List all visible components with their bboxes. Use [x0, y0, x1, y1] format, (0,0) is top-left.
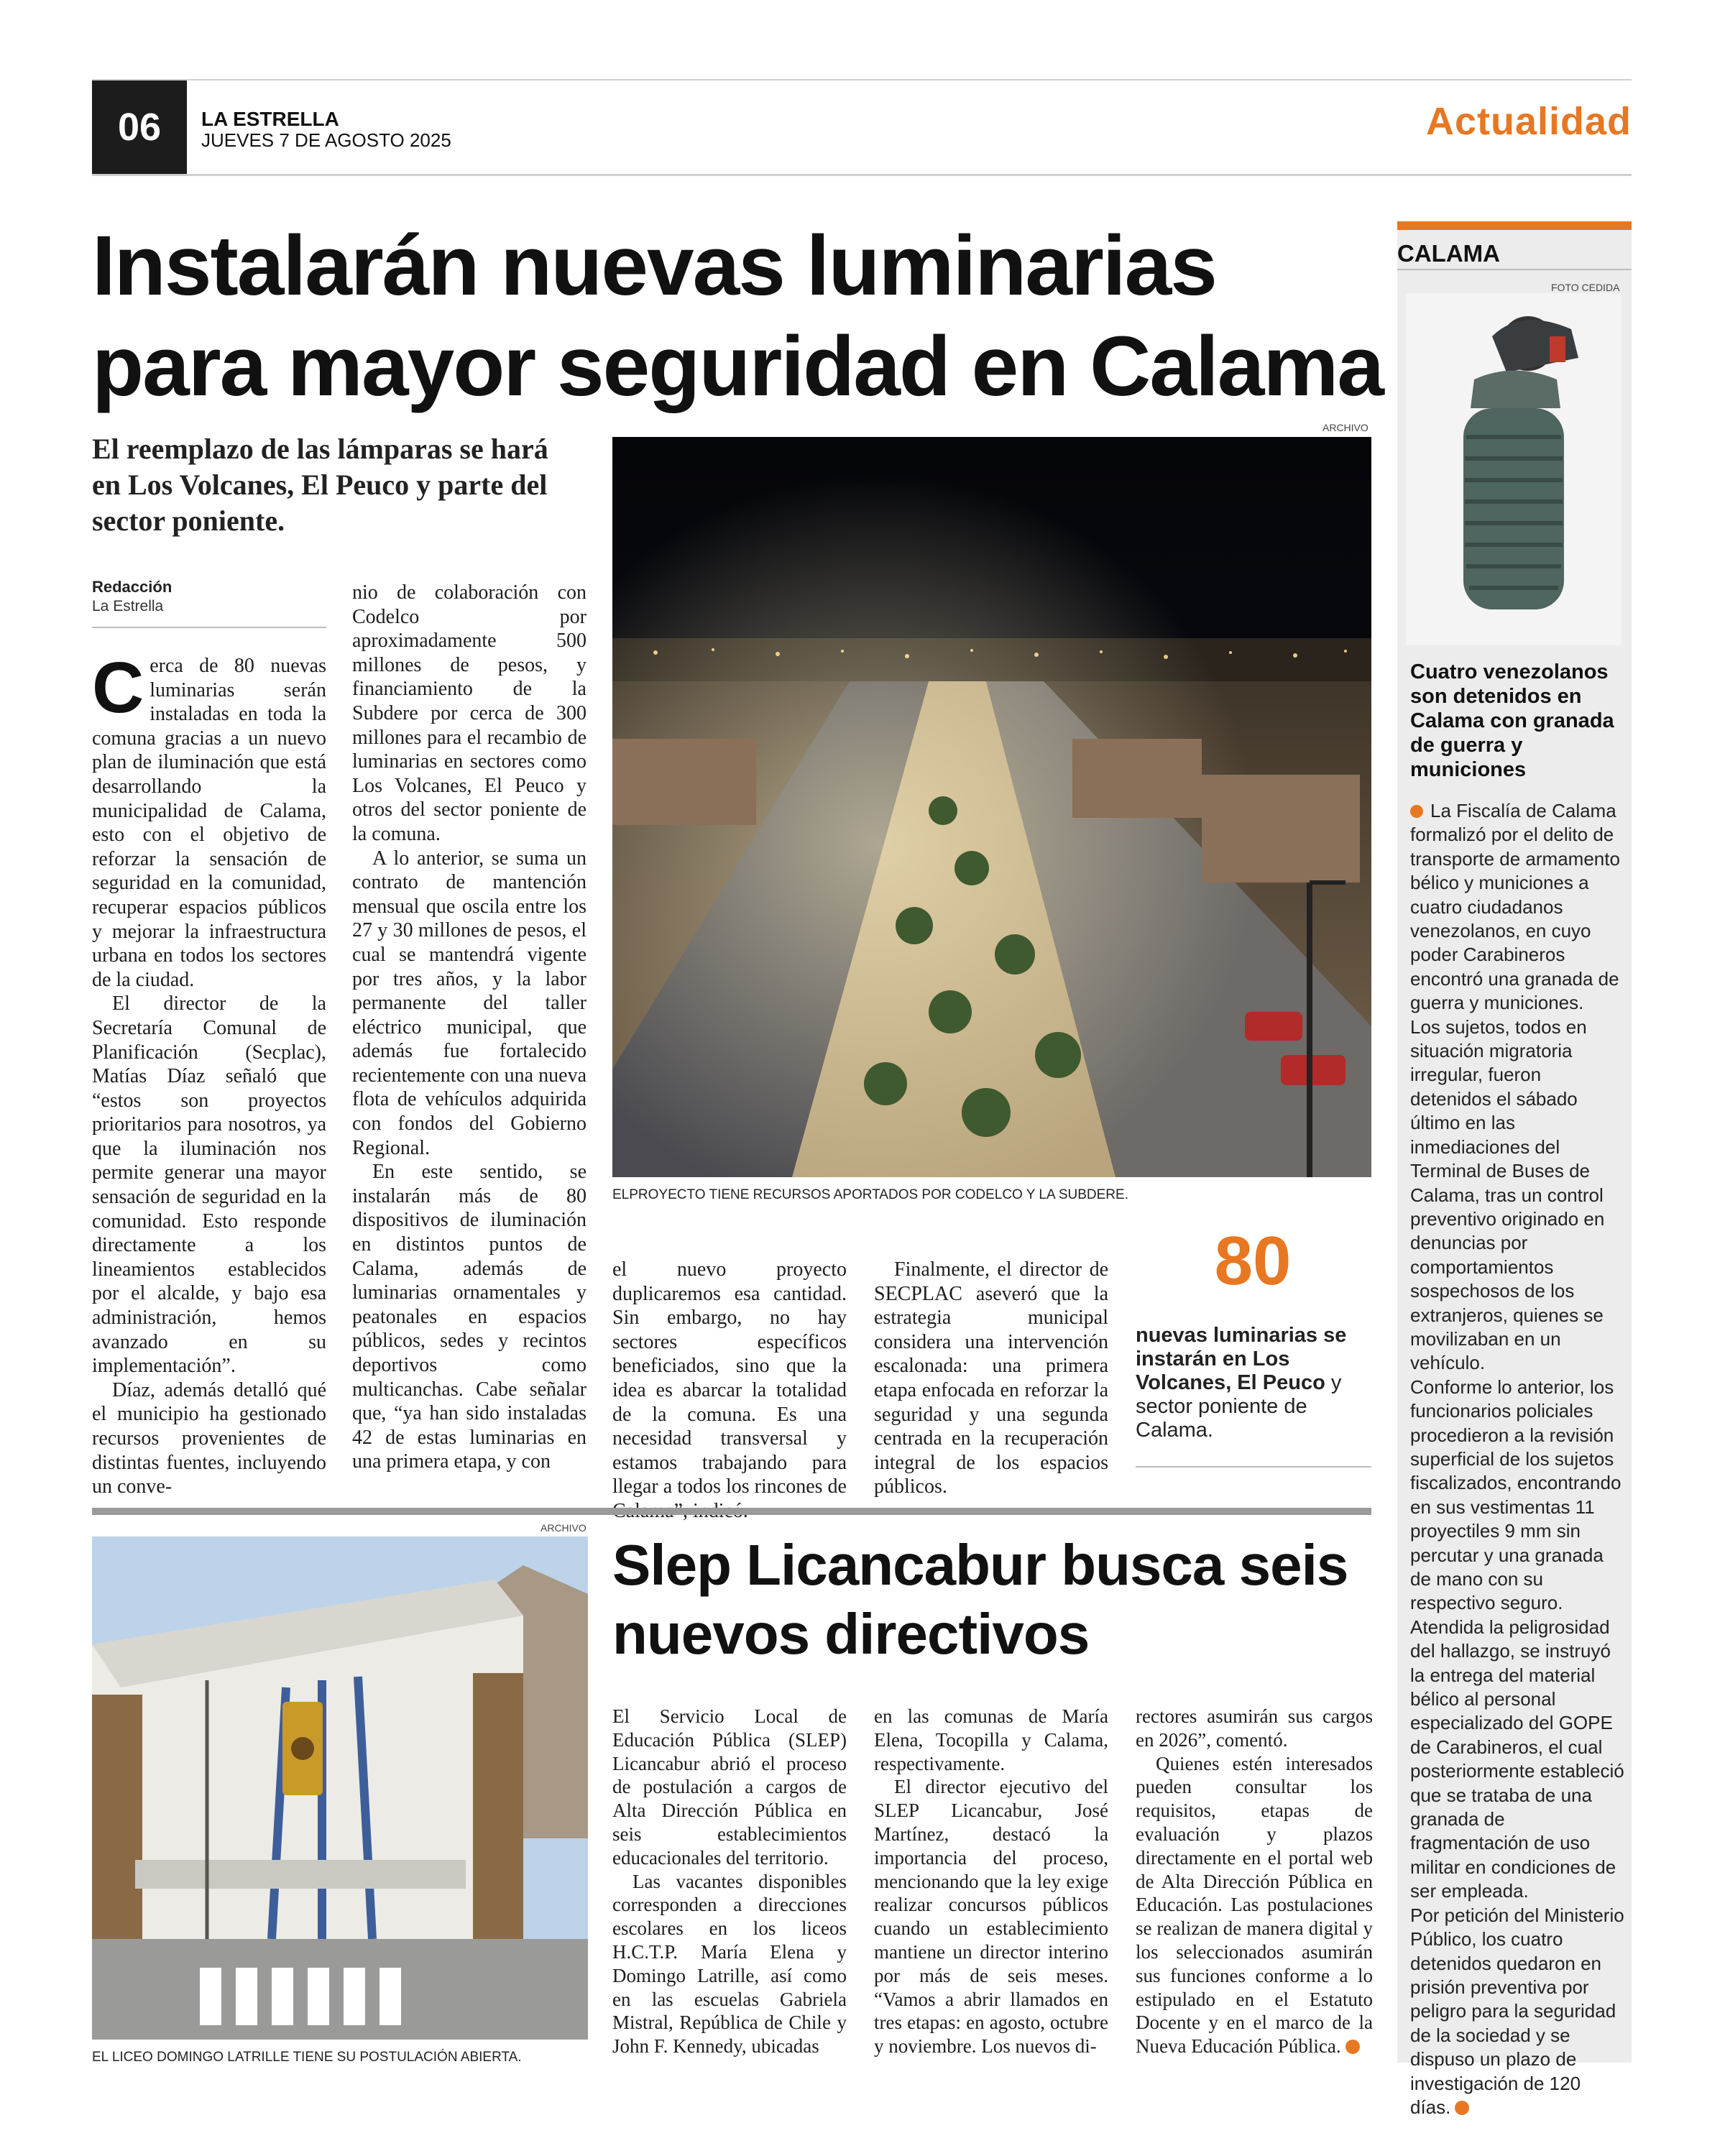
- bullet-dot-icon: [1410, 805, 1423, 818]
- header-top-rule: [92, 79, 1632, 80]
- article-paragraph: Las vacantes disponibles corresponden a direcciones escolares en los liceos H.C.T.P. María Elena y Domingo Latrille, así como en las escuelas Gabriela Mistral, República de Chile y John F. Kennedy, ubicadas: [612, 1870, 847, 2058]
- callout-rule: [1136, 1466, 1371, 1468]
- article-paragraph: En este sentido, se instalarán más de 80 dispositivos de iluminación en distintos puntos de Calama, además de luminarias ornamentales y peatonales en espacios públicos, sedes y recintos deportivos como multicanchas. Cabe señalar que, “ya han sido instaladas 42 de estas luminarias en una primera etapa, y con: [352, 1161, 586, 1473]
- sidebar-label: CALAMA: [1397, 240, 1500, 267]
- grenade-photo: [1406, 293, 1622, 645]
- sidebar-rule: [1397, 269, 1632, 270]
- article-paragraph: el nuevo proyecto duplicaremos esa cantidad. Sin embargo, no hay sectores específicos beneficiados, sino que la idea es abarcar la totalidad de la comuna. Es una necesidad transversal y estamos trabajando para llegar a todos los rincones de: [612, 1258, 847, 1498]
- photo-credit: ARCHIVO: [540, 1522, 586, 1534]
- sidebar-paragraph: [1410, 799, 1626, 1015]
- story-divider: [92, 1508, 1371, 1515]
- article-column-2: [352, 581, 586, 1474]
- article-paragraph: El Servicio Local de Educación Pública (SLEP) Licancabur abrió el proceso de postulación a cargos de Alta Dirección Pública en seis establecimientos educacionales del territorio.: [612, 1705, 847, 1869]
- drop-cap: C: [92, 648, 144, 728]
- callout-text-bold: nuevas luminarias se instarán en Los Volcanes, El Peuco: [1136, 1324, 1347, 1394]
- article-paragraph: El director de la Secretaría Comunal de Planificación (Secplac), Matías Díaz señaló que “estos son proyectos prioritarios para nosotros, ya que la iluminación nos permite generar una mayor sensación de seguridad en la comunidad. Esto responde directamente a los lineamientos establecidos por el alcalde, y bajo esa administración, hemos avanzado en su implementación”.: [92, 992, 326, 1378]
- article-paragraph: Díaz, además detalló qué el municipio ha gestionado recursos provenientes de distintas fuentes, incluyendo un conve-: [92, 1378, 326, 1498]
- sidebar-paragraph: Los sujetos, todos en situación migratoria irregular, fueron detenidos el sábado último en las inmediaciones del Terminal de Buses de Calama, tras un control preventivo originado en denuncias por comportamientos sospechosos de los extranjeros, quienes se movilizaban en un vehículo.: [1410, 1015, 1605, 1374]
- sidebar-body: [1410, 799, 1626, 2119]
- article-paragraph: rectores asumirán sus cargos en 2026”, comentó.: [1136, 1705, 1373, 1751]
- secondary-headline: Slep Licancabur busca seis nuevos directivos: [612, 1533, 1348, 1666]
- article-column-3: [612, 1258, 847, 1524]
- callout-text-regular: y sector poniente de Calama.: [1136, 1371, 1342, 1442]
- article-paragraph: [1136, 1752, 1373, 2058]
- article-column-1: [612, 1705, 847, 2058]
- sidebar-headline: Cuatro venezolanos son detenidos en Calama con granada de guerra y municiones: [1410, 660, 1614, 781]
- sidebar-paragraph: Atendida la peligrosidad del hallazgo, se instruyó la entrega del material bélico al personal especializado del GOPE de Carabineros, el cual posteriormente estableció que se trataba de una granada de fragmentación de uso militar en condiciones de ser empleada.: [1410, 1616, 1624, 1902]
- article-paragraph: El director ejecutivo del SLEP Licancabur, José Martínez, destacó la importancia del proceso, mencionando que la ley exige realizar concursos públicos cuando un establecimiento mantiene un director interino por más de seis meses. “Vamos a abrir llamados en tres etapas: en agosto, octubre y noviembre. Los nuevos di-: [874, 1776, 1108, 2058]
- paragraph-text: Quienes estén interesados pueden consultar los requisitos, etapas de evaluación y plazos directamente en el portal web de Alta Dirección Pública en Educación. Las postulaciones se realizan de manera digital y los seleccionados asumirán sus funciones conforme a lo estipulado en el Estatuto Docente y en el marco de la Nueva Educación Pública.: [1136, 1752, 1373, 2058]
- sidebar-paragraph: [1410, 1904, 1626, 2120]
- photo-caption: ELPROYECTO TIENE RECURSOS APORTADOS POR CODELCO Y LA SUBDERE.: [612, 1187, 1128, 1202]
- school-building-photo: [92, 1537, 588, 2040]
- end-of-article-icon: [1455, 2101, 1469, 2115]
- article-column-4: [874, 1258, 1108, 1499]
- photo-caption: EL LICEO DOMINGO LATRILLE TIENE SU POSTULACIÓN ABIERTA.: [92, 2050, 522, 2065]
- article-paragraph: Finalmente, el director de SECPLAC aseveró que la estrategia municipal considera una intervención escalonada: una primera etapa enfocada en reforzar la seguridad y una segunda centrada en la recuperación integral de los espacios públicos.: [874, 1258, 1108, 1498]
- article-column-2: [874, 1705, 1108, 2058]
- photo-credit: ARCHIVO: [1322, 422, 1368, 433]
- paragraph-text: Por petición del Ministerio Público, los cuatro detenidos quedaron en prisión preventiva por peligro para la seguridad de la sociedad y se dispuso un plazo de investigación de 120 días.: [1410, 1904, 1624, 2118]
- paragraph-text: erca de 80 nuevas luminarias serán instaladas en toda la comuna gracias a un nuevo plan de iluminación que está desarrollando la municipalidad de Calama, esto con el objetivo de reforzar la sensación de seguridad en la comunidad, recuperar espacios públicos y mejorar la infraestructura urbana en todos los sectores de la ciudad.: [92, 655, 326, 991]
- callout-text: [1136, 1324, 1373, 1442]
- article-paragraph: A lo anterior, se suma un contrato de mantención mensual que oscila entre los 27 y 30 millones de pesos, el cual se mantendrá vigente por tres años, y la labor permanente del taller eléctrico municipal, que además fue fortalecido recientemente con una nueva flota de vehículos adquirida con fondos del Gobierno Regional.: [352, 847, 586, 1159]
- article-paragraph: nio de colaboración con Codelco por aproximadamente 500 millones de pesos, y financiamiento de la Subdere por cerca de 300 millones para el recambio de luminarias en sectores como Los Volcanes, El Peuco y otros del sector poniente de la comuna.: [352, 581, 586, 845]
- callout-number: 80: [1214, 1222, 1292, 1299]
- page-number: 06: [92, 80, 187, 174]
- night-street-photo: [612, 437, 1371, 1177]
- paragraph-text: La Fiscalía de Calama formalizó por el delito de transporte de armamento bélico y municiones a cuatro ciudadanos venezolanos, en cuyo poder Carabineros encontró una granada de guerra y municiones.: [1410, 800, 1620, 1014]
- main-subhead: El reemplazo de las lámparas se hará en Los Volcanes, El Peuco y parte del sector poniente.: [92, 433, 548, 537]
- article-paragraph: [92, 648, 326, 992]
- sidebar-accent-bar: [1397, 221, 1632, 230]
- issue-date: JUEVES 7 DE AGOSTO 2025: [201, 129, 451, 151]
- byline-author: Redacción: [92, 578, 172, 596]
- photo-credit: FOTO CEDIDA: [1551, 282, 1620, 293]
- sidebar-paragraph: Conforme lo anterior, los funcionarios policiales procedieron a la revisión superficial de los sujetos fiscalizados, encontrando en sus vestimentas 11 proyectiles 9 mm sin percutar y una granada de mano con su respectivo seguro.: [1410, 1376, 1622, 1614]
- newspaper-name: LA ESTRELLA: [201, 108, 339, 130]
- end-of-article-icon: [1346, 2040, 1360, 2054]
- main-headline: Instalarán nuevas luminarias para mayor seguridad en Calama: [92, 218, 1383, 414]
- byline-organization: La Estrella: [92, 598, 164, 614]
- section-title: Actualidad: [1425, 100, 1632, 143]
- article-column-3: [1136, 1705, 1373, 2058]
- header-bottom-rule: [92, 174, 1632, 176]
- byline-rule: [92, 627, 326, 628]
- article-paragraph: en las comunas de María Elena, Tocopilla y Calama, respectivamente.: [874, 1705, 1108, 1774]
- article-column-1: [92, 648, 326, 1499]
